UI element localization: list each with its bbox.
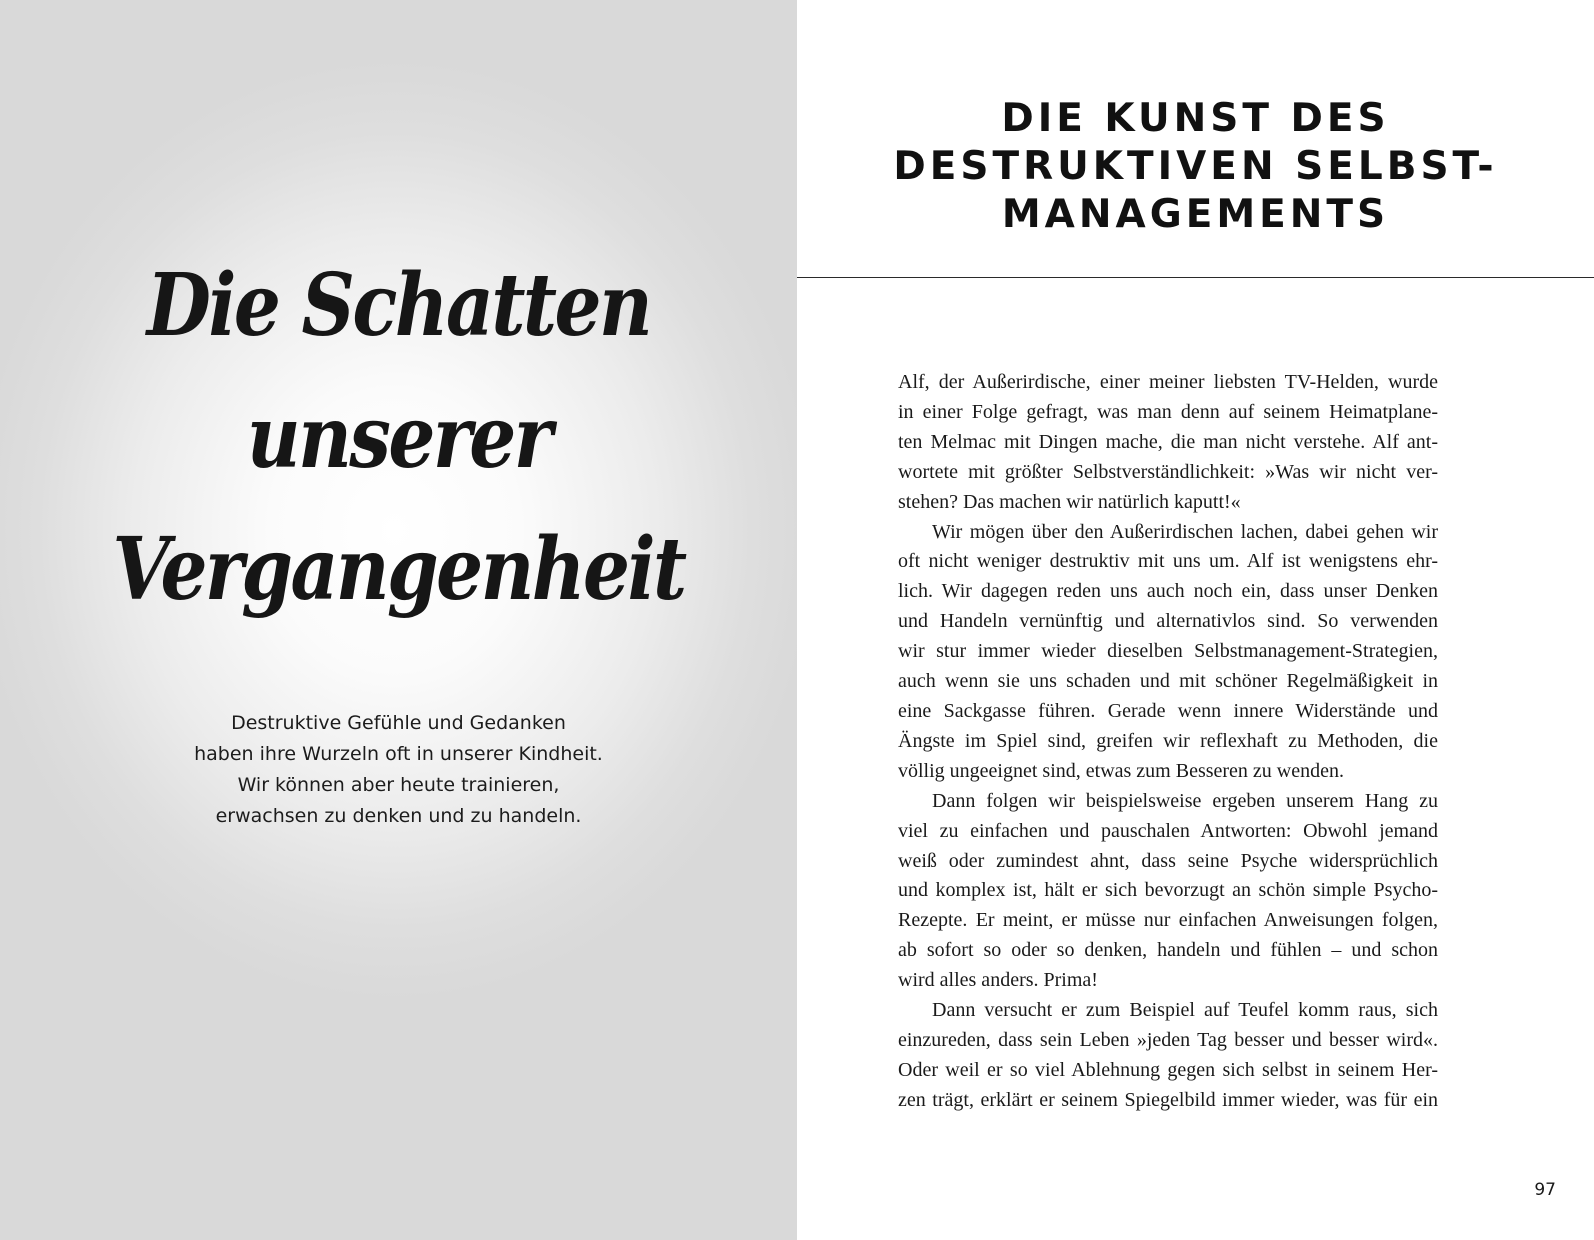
chapter-title-line: DESTRUKTIVEN SELBST- bbox=[893, 144, 1498, 189]
page-number: 97 bbox=[1534, 1180, 1556, 1200]
body-line: weiß oder zumindest ahnt, dass seine Psyche widersprüchlich bbox=[898, 849, 1438, 872]
title-divider bbox=[797, 277, 1594, 278]
body-line: wir stur immer wieder dieselben Selbstmanagement-Strategien, bbox=[898, 640, 1438, 663]
body-line: eine Sackgasse führen. Gerade wenn innere Widerstände und bbox=[898, 699, 1438, 722]
body-line: völlig ungeeignet sind, etwas zum Besseren zu wenden. bbox=[898, 759, 1344, 782]
body-line: ten Melmac mit Dingen mache, die man nicht verstehe. Alf ant- bbox=[898, 430, 1438, 453]
section-intro-line: haben ihre Wurzeln oft in unserer Kindheit. bbox=[194, 743, 603, 765]
body-line: zen trägt, erklärt er seinem Spiegelbild immer wieder, was für ein bbox=[898, 1088, 1438, 1111]
body-line: viel zu einfachen und pauschalen Antworten: Obwohl jemand bbox=[898, 819, 1438, 842]
section-title bbox=[56, 240, 741, 636]
section-title-line: unserer bbox=[246, 387, 551, 488]
body-line: Wir mögen über den Außerirdischen lachen, dabei gehen wir bbox=[932, 520, 1438, 543]
body-line: auch wenn sie uns schaden und mit schöner Regelmäßigkeit in bbox=[898, 670, 1438, 693]
body-line: in einer Folge gefragt, was man denn auf seinem Heimatplane- bbox=[898, 400, 1438, 423]
chapter-title-line: MANAGEMENTS bbox=[1001, 192, 1390, 237]
body-line: Alf, der Außerirdische, einer meiner liebsten TV-Helden, wurde bbox=[898, 371, 1438, 393]
body-line: und Handeln vernünftig und alternativlos sind. So verwenden bbox=[898, 610, 1438, 633]
section-intro bbox=[0, 708, 797, 832]
right-page bbox=[797, 0, 1594, 1240]
body-line: Oder weil er so viel Ablehnung gegen sich selbst in seinem Her- bbox=[898, 1058, 1438, 1081]
section-title-line: Vergangenheit bbox=[112, 519, 685, 620]
body-line: ab sofort so oder so denken, handeln und fühlen – und schon bbox=[898, 939, 1438, 962]
body-line: wortete mit größter Selbstverständlichkeit: »Was wir nicht ver- bbox=[898, 460, 1438, 483]
chapter-title-line: DIE KUNST DES bbox=[1001, 96, 1390, 141]
section-intro-line: Wir können aber heute trainieren, bbox=[237, 774, 560, 796]
body-line: stehen? Das machen wir natürlich kaputt!« bbox=[898, 490, 1241, 513]
body-text bbox=[898, 368, 1438, 1116]
section-title-line: Die Schatten bbox=[146, 255, 651, 356]
chapter-title bbox=[797, 95, 1594, 239]
section-intro-line: Destruktive Gefühle und Gedanken bbox=[231, 712, 566, 734]
body-line: einzureden, dass sein Leben »jeden Tag besser und besser wird«. bbox=[898, 1028, 1438, 1051]
body-line: Ängste im Spiel sind, greifen wir reflexhaft zu Methoden, die bbox=[898, 729, 1438, 752]
body-line: Dann versucht er zum Beispiel auf Teufel komm raus, sich bbox=[932, 999, 1438, 1022]
body-line: Dann folgen wir beispielsweise ergeben unserem Hang zu bbox=[932, 789, 1438, 812]
section-intro-line: erwachsen zu denken und zu handeln. bbox=[215, 805, 582, 827]
body-line: und komplex ist, hält er sich bevorzugt an schön simple Psycho- bbox=[898, 879, 1438, 902]
body-line: oft nicht weniger destruktiv mit uns um. Alf ist wenigstens ehr- bbox=[898, 550, 1438, 573]
body-line: Rezepte. Er meint, er müsse nur einfachen Anweisungen folgen, bbox=[898, 909, 1438, 932]
body-line: wird alles anders. Prima! bbox=[898, 969, 1098, 992]
body-line: lich. Wir dagegen reden uns auch noch ein, dass unser Denken bbox=[898, 580, 1438, 603]
